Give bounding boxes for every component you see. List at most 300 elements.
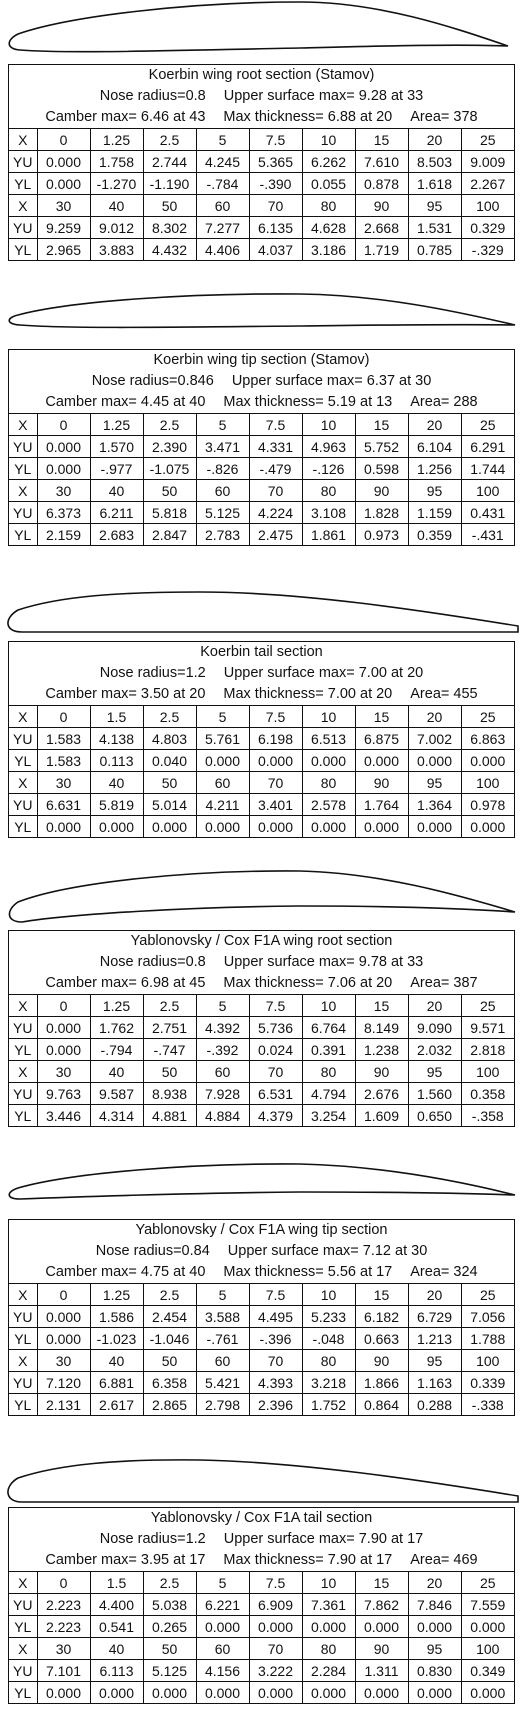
table-cell: -1.190	[143, 173, 196, 195]
table-cell: 6.909	[249, 1594, 302, 1616]
table-cell: 7.101	[37, 1660, 90, 1682]
table-cell: 30	[37, 1638, 90, 1660]
table-row	[9, 414, 514, 436]
table-cell: 90	[355, 1061, 408, 1083]
table-cell: 0.541	[90, 1616, 143, 1638]
table-cell: 1.583	[37, 750, 90, 772]
table-cell: 0.000	[249, 1682, 302, 1704]
table-cell: 0.785	[408, 239, 461, 261]
table-cell: -.358	[461, 1105, 514, 1127]
camber-max: Camber max= 6.98 at 45	[45, 975, 206, 991]
table-cell: 2.284	[302, 1660, 355, 1682]
table-cell: 80	[302, 772, 355, 794]
max-thickness: Max thickness= 5.56 at 17	[223, 1264, 393, 1280]
table-row	[9, 1284, 514, 1306]
nose-radius: Nose radius=0.8	[99, 88, 206, 104]
row-label: YL	[9, 239, 37, 261]
table-cell: 1.758	[90, 151, 143, 173]
table-cell: 8.503	[408, 151, 461, 173]
table-cell: 0.339	[461, 1372, 514, 1394]
table-cell: 2.783	[196, 524, 249, 546]
table-cell: 0.978	[461, 794, 514, 816]
row-label: YU	[9, 794, 37, 816]
table-cell: 90	[355, 480, 408, 502]
table-cell: 6.373	[37, 502, 90, 524]
table-cell: 2.475	[249, 524, 302, 546]
table-cell: 50	[143, 772, 196, 794]
camber-max: Camber max= 4.45 at 40	[45, 394, 206, 410]
table-row	[9, 436, 514, 458]
nose-radius: Nose radius=0.846	[91, 373, 214, 389]
table-cell: 0.000	[249, 750, 302, 772]
table-cell: 10	[302, 995, 355, 1017]
table-cell: 0.000	[355, 816, 408, 838]
table-cell: 100	[461, 772, 514, 794]
table-cell: 90	[355, 772, 408, 794]
table-cell: 60	[196, 1638, 249, 1660]
table-cell: 30	[37, 195, 90, 217]
table-cell: -.329	[461, 239, 514, 261]
max-thickness: Max thickness= 5.19 at 13	[223, 394, 393, 410]
table-cell: 25	[461, 706, 514, 728]
table-cell: 3.108	[302, 502, 355, 524]
table-cell: 0.000	[90, 1682, 143, 1704]
table-cell: 0.000	[37, 1682, 90, 1704]
table-cell: 0	[37, 1284, 90, 1306]
table-cell: 4.245	[196, 151, 249, 173]
airfoil-data-table	[8, 930, 515, 1127]
table-cell: 4.314	[90, 1105, 143, 1127]
table-cell: 0.000	[37, 151, 90, 173]
table-cell: 0.288	[408, 1394, 461, 1416]
table-row	[9, 1682, 514, 1704]
row-label: YL	[9, 458, 37, 480]
table-cell: 0.598	[355, 458, 408, 480]
row-label: YU	[9, 217, 37, 239]
table-cell: 15	[355, 995, 408, 1017]
table-cell: -.431	[461, 524, 514, 546]
airfoil-data-table	[8, 349, 515, 546]
table-cell: 4.393	[249, 1372, 302, 1394]
table-cell: 4.400	[90, 1594, 143, 1616]
table-cell: 4.432	[143, 239, 196, 261]
nose-radius: Nose radius=0.84	[95, 1243, 210, 1259]
table-cell: 1.586	[90, 1306, 143, 1328]
table-cell: -.977	[90, 458, 143, 480]
upper-surface-max: Upper surface max= 7.90 at 17	[223, 1531, 424, 1547]
airfoil-profile-drawing	[0, 1155, 528, 1219]
table-cell: -.396	[249, 1328, 302, 1350]
table-cell: 4.156	[196, 1660, 249, 1682]
table-cell: -.048	[302, 1328, 355, 1350]
table-cell: 15	[355, 414, 408, 436]
table-cell: 1.788	[461, 1328, 514, 1350]
coordinate-grid	[9, 1571, 514, 1703]
table-cell: 5	[196, 995, 249, 1017]
table-cell: 7.5	[249, 995, 302, 1017]
table-cell: 60	[196, 1350, 249, 1372]
area: Area= 324	[410, 1264, 478, 1280]
table-cell: 2.676	[355, 1083, 408, 1105]
table-cell: 0.359	[408, 524, 461, 546]
table-cell: 5.761	[196, 728, 249, 750]
table-cell: 9.587	[90, 1083, 143, 1105]
table-cell: 5	[196, 706, 249, 728]
table-cell: 2.847	[143, 524, 196, 546]
table-cell: 7.002	[408, 728, 461, 750]
table-cell: 20	[408, 1572, 461, 1594]
row-label: X	[9, 480, 37, 502]
area: Area= 288	[410, 394, 478, 410]
table-cell: 5.818	[143, 502, 196, 524]
table-cell: 0.000	[143, 816, 196, 838]
table-cell: 80	[302, 195, 355, 217]
table-cell: -.392	[196, 1039, 249, 1061]
table-row	[9, 772, 514, 794]
table-cell: -.826	[196, 458, 249, 480]
table-cell: 2.5	[143, 129, 196, 151]
table-row	[9, 1594, 514, 1616]
table-cell: 5.233	[302, 1306, 355, 1328]
nose-radius: Nose radius=1.2	[99, 1531, 206, 1547]
table-cell: 1.570	[90, 436, 143, 458]
table-cell: 0.024	[249, 1039, 302, 1061]
table-cell: 6.262	[302, 151, 355, 173]
table-cell: 1.828	[355, 502, 408, 524]
table-cell: 6.135	[249, 217, 302, 239]
table-cell: 4.138	[90, 728, 143, 750]
table-cell: 90	[355, 1638, 408, 1660]
section-stats-line-1	[9, 371, 514, 392]
table-cell: 6.631	[37, 794, 90, 816]
table-cell: 1.25	[90, 995, 143, 1017]
table-cell: 1.583	[37, 728, 90, 750]
table-cell: 70	[249, 480, 302, 502]
table-cell: 0.000	[302, 1616, 355, 1638]
row-label: YL	[9, 1616, 37, 1638]
table-cell: 90	[355, 195, 408, 217]
table-cell: 4.884	[196, 1105, 249, 1127]
table-cell: -1.075	[143, 458, 196, 480]
row-label: X	[9, 414, 37, 436]
table-cell: 0.000	[196, 1616, 249, 1638]
row-label: YU	[9, 728, 37, 750]
table-cell: 5.125	[143, 1660, 196, 1682]
table-cell: 4.794	[302, 1083, 355, 1105]
table-cell: 0.349	[461, 1660, 514, 1682]
table-cell: 9.012	[90, 217, 143, 239]
table-cell: 5.038	[143, 1594, 196, 1616]
table-cell: 2.131	[37, 1394, 90, 1416]
table-row	[9, 1306, 514, 1328]
table-cell: 70	[249, 1061, 302, 1083]
table-cell: 6.211	[90, 502, 143, 524]
table-cell: 20	[408, 414, 461, 436]
table-cell: 0.000	[37, 1039, 90, 1061]
table-cell: 1.719	[355, 239, 408, 261]
table-cell: 9.009	[461, 151, 514, 173]
section-stats-line-1	[9, 1241, 514, 1262]
table-cell: 70	[249, 195, 302, 217]
table-cell: 6.729	[408, 1306, 461, 1328]
coordinate-grid	[9, 413, 514, 545]
table-cell: 4.406	[196, 239, 249, 261]
table-cell: 40	[90, 1638, 143, 1660]
section-stats-line-2	[9, 107, 514, 128]
nose-radius: Nose radius=0.8	[99, 954, 206, 970]
table-cell: 1.531	[408, 217, 461, 239]
table-row	[9, 1572, 514, 1594]
table-cell: 0.000	[37, 1306, 90, 1328]
table-cell: 5.736	[249, 1017, 302, 1039]
table-cell: 8.302	[143, 217, 196, 239]
table-cell: 0.358	[461, 1083, 514, 1105]
airfoil-data-table	[8, 1507, 515, 1704]
table-cell: 5	[196, 1284, 249, 1306]
table-cell: 15	[355, 129, 408, 151]
table-cell: 0.650	[408, 1105, 461, 1127]
airfoil-data-table	[8, 64, 515, 261]
section-stats-line-1	[9, 86, 514, 107]
upper-surface-max: Upper surface max= 9.28 at 33	[223, 88, 424, 104]
table-row	[9, 458, 514, 480]
row-label: YU	[9, 1372, 37, 1394]
coordinate-grid	[9, 128, 514, 260]
table-row	[9, 173, 514, 195]
table-row	[9, 151, 514, 173]
table-cell: 9.090	[408, 1017, 461, 1039]
table-cell: 2.223	[37, 1594, 90, 1616]
table-cell: -.126	[302, 458, 355, 480]
max-thickness: Max thickness= 7.06 at 20	[223, 975, 393, 991]
table-cell: 6.198	[249, 728, 302, 750]
table-cell: 2.396	[249, 1394, 302, 1416]
table-cell: 25	[461, 995, 514, 1017]
table-cell: 30	[37, 772, 90, 794]
row-label: YU	[9, 1594, 37, 1616]
table-cell: 0.000	[37, 458, 90, 480]
table-row	[9, 239, 514, 261]
row-label: X	[9, 1284, 37, 1306]
table-row	[9, 1017, 514, 1039]
table-row	[9, 750, 514, 772]
table-cell: 3.254	[302, 1105, 355, 1127]
table-cell: 20	[408, 706, 461, 728]
table-cell: 30	[37, 480, 90, 502]
table-cell: 0.000	[408, 1616, 461, 1638]
table-cell: 7.846	[408, 1594, 461, 1616]
table-cell: 0.055	[302, 173, 355, 195]
table-cell: 7.559	[461, 1594, 514, 1616]
row-label: X	[9, 1572, 37, 1594]
table-cell: 1.866	[355, 1372, 408, 1394]
section-stats-line-2	[9, 1262, 514, 1283]
table-cell: -.794	[90, 1039, 143, 1061]
section-title: Koerbin wing tip section (Stamov)	[153, 352, 370, 368]
table-cell: 0.113	[90, 750, 143, 772]
table-cell: 95	[408, 480, 461, 502]
row-label: YL	[9, 750, 37, 772]
table-row	[9, 195, 514, 217]
table-row	[9, 706, 514, 728]
table-cell: 0.000	[37, 1017, 90, 1039]
table-cell: 2.683	[90, 524, 143, 546]
table-cell: -.390	[249, 173, 302, 195]
row-label: YL	[9, 1682, 37, 1704]
section-title: Koerbin wing root section (Stamov)	[148, 67, 375, 83]
table-cell: 20	[408, 1284, 461, 1306]
table-cell: 40	[90, 1350, 143, 1372]
table-cell: 5.421	[196, 1372, 249, 1394]
table-row	[9, 816, 514, 838]
table-cell: 4.037	[249, 239, 302, 261]
table-cell: 3.471	[196, 436, 249, 458]
table-cell: 0.000	[461, 816, 514, 838]
table-cell: 15	[355, 706, 408, 728]
table-cell: 1.560	[408, 1083, 461, 1105]
table-cell: 30	[37, 1350, 90, 1372]
table-cell: 0.000	[461, 1616, 514, 1638]
table-cell: 0.000	[461, 1682, 514, 1704]
table-cell: 80	[302, 480, 355, 502]
table-cell: 3.222	[249, 1660, 302, 1682]
table-cell: 6.531	[249, 1083, 302, 1105]
table-row	[9, 794, 514, 816]
table-cell: 50	[143, 1061, 196, 1083]
row-label: X	[9, 706, 37, 728]
table-cell: 40	[90, 772, 143, 794]
table-cell: 9.259	[37, 217, 90, 239]
table-cell: 0.000	[408, 1682, 461, 1704]
table-cell: 1.311	[355, 1660, 408, 1682]
table-row	[9, 1328, 514, 1350]
coordinate-grid	[9, 705, 514, 837]
row-label: X	[9, 1638, 37, 1660]
table-cell: 1.764	[355, 794, 408, 816]
table-cell: 8.938	[143, 1083, 196, 1105]
section-title: Yablonovsky / Cox F1A tail section	[150, 1510, 373, 1526]
row-label: YL	[9, 173, 37, 195]
upper-surface-max: Upper surface max= 9.78 at 33	[223, 954, 424, 970]
section-stats-line-2	[9, 684, 514, 705]
table-cell: 7.5	[249, 1284, 302, 1306]
area: Area= 387	[410, 975, 478, 991]
table-cell: 50	[143, 195, 196, 217]
table-cell: 0	[37, 129, 90, 151]
table-cell: 0.000	[355, 1682, 408, 1704]
table-cell: 2.798	[196, 1394, 249, 1416]
table-cell: 6.513	[302, 728, 355, 750]
table-cell: 10	[302, 1572, 355, 1594]
table-cell: 4.211	[196, 794, 249, 816]
row-label: YL	[9, 1328, 37, 1350]
table-cell: -.784	[196, 173, 249, 195]
row-label: YU	[9, 1083, 37, 1105]
table-cell: 2.159	[37, 524, 90, 546]
area: Area= 469	[410, 1552, 478, 1568]
table-cell: 0.000	[408, 750, 461, 772]
table-cell: 5.014	[143, 794, 196, 816]
nose-radius: Nose radius=1.2	[99, 665, 206, 681]
table-row	[9, 1350, 514, 1372]
table-cell: 7.928	[196, 1083, 249, 1105]
table-cell: 1.762	[90, 1017, 143, 1039]
table-cell: 3.588	[196, 1306, 249, 1328]
table-row	[9, 480, 514, 502]
table-cell: 100	[461, 195, 514, 217]
airfoil-profile-drawing	[0, 285, 528, 349]
table-cell: 2.267	[461, 173, 514, 195]
table-cell: 3.218	[302, 1372, 355, 1394]
upper-surface-max: Upper surface max= 6.37 at 30	[231, 373, 432, 389]
table-cell: 0.000	[37, 173, 90, 195]
table-cell: 0.000	[196, 1682, 249, 1704]
table-cell: 1.744	[461, 458, 514, 480]
table-cell: 1.364	[408, 794, 461, 816]
table-cell: 0.000	[37, 436, 90, 458]
table-cell: 1.213	[408, 1328, 461, 1350]
row-label: X	[9, 1061, 37, 1083]
section-title: Yablonovsky / Cox F1A wing root section	[130, 933, 393, 949]
table-cell: 1.861	[302, 524, 355, 546]
table-cell: 0.000	[461, 750, 514, 772]
row-label: YL	[9, 524, 37, 546]
table-cell: 0.000	[249, 816, 302, 838]
table-row	[9, 1061, 514, 1083]
row-label: X	[9, 1350, 37, 1372]
table-cell: 1.256	[408, 458, 461, 480]
table-cell: 1.238	[355, 1039, 408, 1061]
table-cell: 7.5	[249, 129, 302, 151]
table-cell: 7.056	[461, 1306, 514, 1328]
table-cell: 2.865	[143, 1394, 196, 1416]
table-cell: 100	[461, 1061, 514, 1083]
table-cell: 25	[461, 1572, 514, 1594]
table-cell: 0.663	[355, 1328, 408, 1350]
coordinate-grid	[9, 994, 514, 1126]
table-cell: 2.5	[143, 414, 196, 436]
camber-max: Camber max= 4.75 at 40	[45, 1264, 206, 1280]
table-cell: 95	[408, 1350, 461, 1372]
section-title: Koerbin tail section	[200, 644, 323, 660]
row-label: X	[9, 195, 37, 217]
camber-max: Camber max= 3.50 at 20	[45, 686, 206, 702]
table-cell: 0.040	[143, 750, 196, 772]
table-cell: 2.223	[37, 1616, 90, 1638]
section-stats-line-1	[9, 1529, 514, 1550]
table-cell: 0.000	[355, 1616, 408, 1638]
upper-surface-max: Upper surface max= 7.12 at 30	[227, 1243, 428, 1259]
table-cell: 2.617	[90, 1394, 143, 1416]
table-cell: 5.752	[355, 436, 408, 458]
row-label: X	[9, 772, 37, 794]
table-cell: 30	[37, 1061, 90, 1083]
row-label: YU	[9, 436, 37, 458]
table-cell: 100	[461, 480, 514, 502]
table-cell: 2.668	[355, 217, 408, 239]
table-cell: 6.875	[355, 728, 408, 750]
table-cell: 7.5	[249, 1572, 302, 1594]
table-cell: 0	[37, 995, 90, 1017]
table-cell: 3.883	[90, 239, 143, 261]
table-cell: 0.000	[196, 750, 249, 772]
table-cell: 0.000	[302, 816, 355, 838]
table-cell: 0.391	[302, 1039, 355, 1061]
table-cell: 9.763	[37, 1083, 90, 1105]
table-cell: 5.365	[249, 151, 302, 173]
table-cell: 7.277	[196, 217, 249, 239]
table-cell: 6.863	[461, 728, 514, 750]
